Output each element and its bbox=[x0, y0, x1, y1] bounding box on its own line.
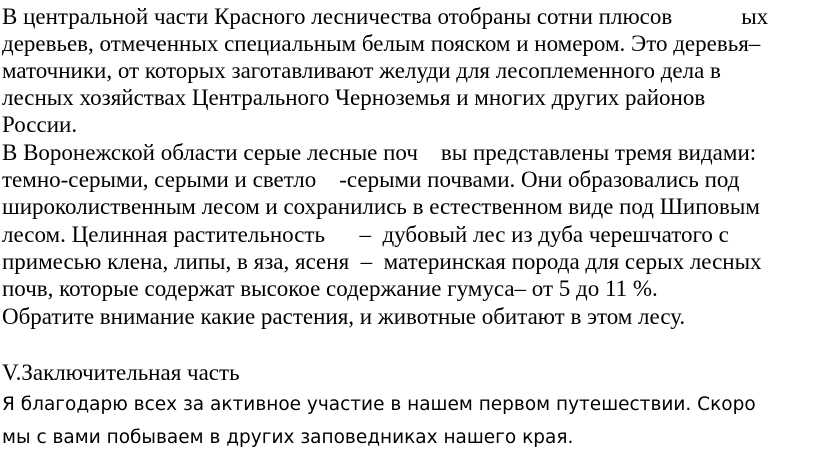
paragraph-line: деревьев, отмеченных специальным белым пояском и номером. Это деревья– bbox=[2, 31, 761, 56]
paragraph-line: темно-серыми, серыми и светло -серыми почвами. Они образовались под bbox=[2, 167, 740, 192]
paragraph-line: почв, которые содержат высокое содержание гумуса– от 5 до 11 %. bbox=[2, 276, 658, 301]
paragraph-line: лесных хозяйствах Центрального Черноземья и многих других районов bbox=[2, 85, 706, 110]
paragraph-line: Обратите внимание какие растения, и животные обитают в этом лесу. bbox=[2, 304, 686, 329]
paragraph-line: широколиственным лесом и сохранились в естественном виде под Шиповым bbox=[2, 194, 760, 219]
paragraph-line: В центральной части Красного лесничества отобраны сотни плюсов ых bbox=[2, 4, 769, 29]
paragraph-line: примесью клена, липы, в яза, ясеня – материнская порода для серых лесных bbox=[2, 249, 762, 274]
closing-line: Я благодарю всех за активное участие в нашем первом путешествии. Скоро bbox=[2, 394, 756, 415]
closing-line: мы с вами побываем в других заповедниках нашего края. bbox=[2, 427, 574, 448]
paragraph-line: лесом. Целинная растительность – дубовый лес из дуба черешчатого с bbox=[2, 222, 729, 247]
paragraph-line: России. bbox=[2, 112, 78, 137]
paragraph-line: В Воронежской области серые лесные поч вы представлены тремя видами: bbox=[2, 140, 757, 165]
paragraph-line: маточники, от которых заготавливают желуди для лесоплеменного дела в bbox=[2, 58, 721, 83]
section-heading: V.Заключительная часть bbox=[2, 360, 240, 385]
